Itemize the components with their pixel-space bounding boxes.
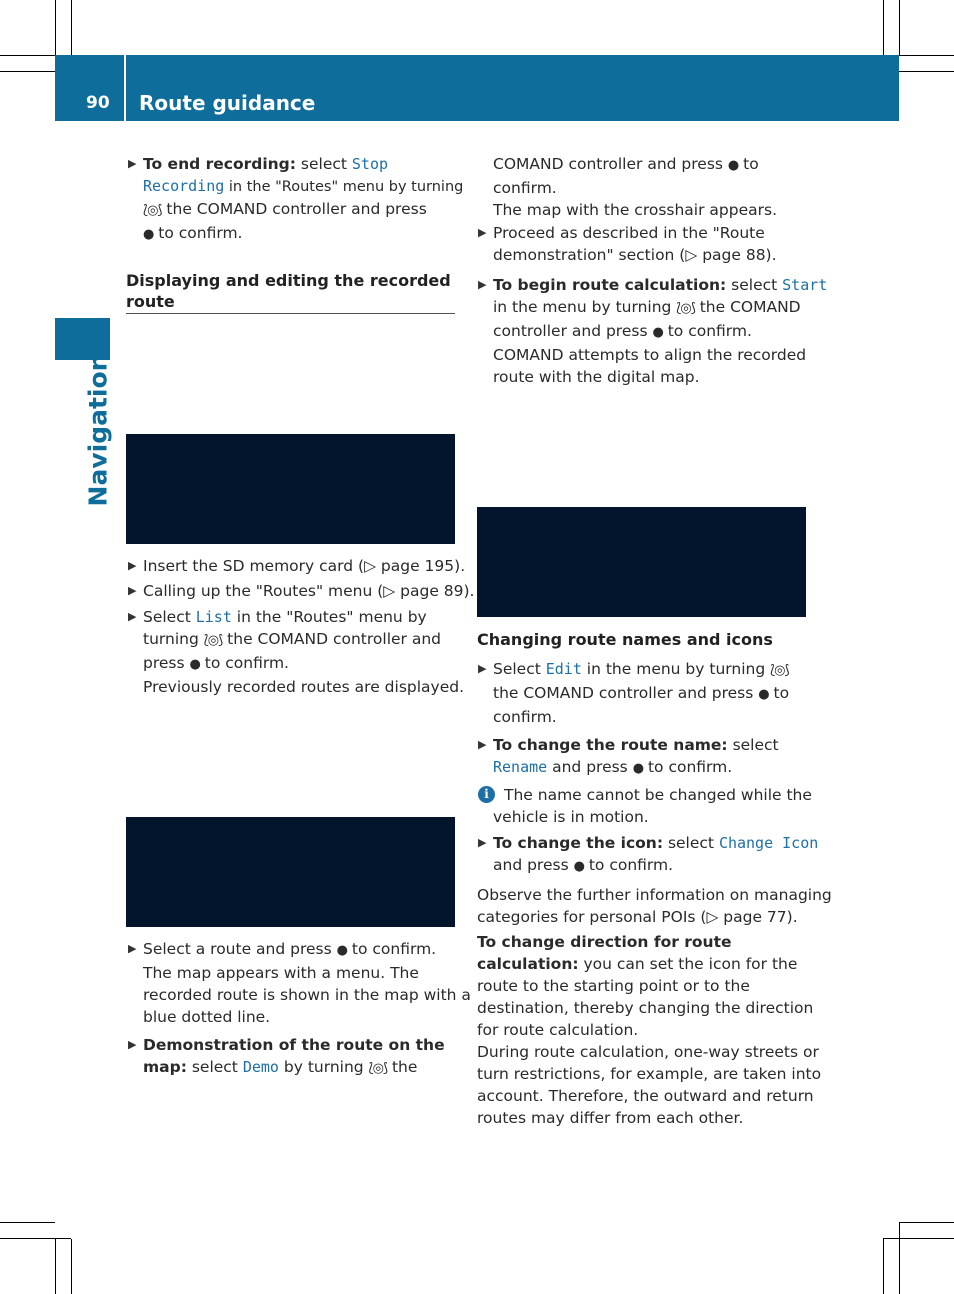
bullet-arrow-icon: ▶ (128, 559, 137, 572)
crop-mark (899, 1222, 954, 1223)
rename-step: To change the route name: select Rename and press ● to confirm. (493, 734, 779, 780)
poi-paragraph: Observe the further information on managing categories for personal POIs (▷ page 77). (477, 886, 832, 926)
screen-image (126, 434, 455, 544)
screen-image (477, 507, 806, 617)
change-icon-step: To change the icon: select Change Icon and press ● to confirm. (493, 832, 818, 878)
page-number: 90 (86, 93, 110, 113)
demo-step: Demonstration of the route on the map: select Demo by turning ⟅◎⟆ the (143, 1034, 445, 1080)
controller-press-icon: ● (336, 943, 347, 958)
crop-mark (0, 1222, 55, 1223)
crop-mark (71, 0, 72, 55)
crop-mark (883, 1239, 884, 1294)
controller-press-icon: ● (143, 227, 154, 242)
crop-mark (899, 55, 954, 56)
bullet-arrow-icon: ▶ (478, 278, 487, 291)
bullet-arrow-icon: ▶ (128, 942, 137, 955)
subheading-changing-names: Changing route names and icons (477, 630, 773, 649)
routes-menu-step: Calling up the "Routes" menu (▷ page 89). (143, 582, 475, 600)
controller-turn-icon: ⟅◎⟆ (143, 203, 162, 218)
select-list-step: Select List in the "Routes" menu by turning ⟅◎⟆ the COMAND controller and press ● to confirm. Previously recorded routes are displayed. (143, 608, 465, 696)
bullet-arrow-icon: ▶ (478, 738, 487, 751)
crop-mark (899, 1222, 900, 1294)
insert-sd-step: Insert the SD memory card (▷ page 195). (143, 557, 466, 575)
controller-press-icon: ● (632, 761, 644, 776)
bullet-arrow-icon: ▶ (128, 610, 137, 623)
direction-paragraph: To change direction for route calculation: you can set the icon for the route to the starting point or to the destination, thereby changing the direction for route calculation. (477, 933, 814, 1039)
demo-step-continued: COMAND controller and press ● to confirm. The map with the crosshair appears. (493, 155, 777, 219)
crop-mark (0, 71, 55, 72)
controller-press-icon: ● (727, 158, 739, 173)
crop-mark (899, 0, 900, 55)
controller-turn-icon: ⟅◎⟆ (203, 633, 223, 648)
controller-press-icon: ● (573, 859, 584, 874)
controller-press-icon: ● (189, 657, 200, 672)
screen-image (126, 817, 455, 927)
header-divider (124, 55, 126, 121)
crop-mark (0, 55, 55, 56)
controller-turn-icon: ⟅◎⟆ (770, 663, 789, 678)
controller-press-icon: ● (652, 325, 663, 340)
info-icon: i (478, 786, 495, 803)
section-title: Route guidance (139, 91, 316, 115)
bullet-arrow-icon: ▶ (478, 836, 487, 849)
bullet-arrow-icon: ▶ (128, 584, 137, 597)
select-route-step: Select a route and press ● to confirm. The map appears with a menu. The recorded route is shown in the map with a blue dotted line. (143, 940, 471, 1026)
crop-mark (883, 1238, 954, 1239)
crop-mark (71, 1239, 72, 1294)
select-edit-step: Select Edit in the menu by turning ⟅◎⟆ the COMAND controller and press ● to confirm. (493, 660, 790, 726)
calculation-paragraph: During route calculation, one-way streets or turn restrictions, for example, are taken into account. Therefore, the outward and return routes may differ from each other. (477, 1043, 822, 1127)
subheading-displaying-editing: Displaying and editing the recorded route (126, 271, 451, 311)
bullet-arrow-icon: ▶ (478, 662, 487, 675)
crop-mark (55, 1239, 56, 1294)
controller-turn-icon: ⟅◎⟆ (368, 1061, 388, 1076)
crop-mark (883, 0, 884, 55)
bullet-arrow-icon: ▶ (478, 226, 487, 239)
crop-mark (0, 1238, 71, 1239)
end-recording-step: To end recording: select Stop Recording in the "Routes" menu by turning ⟅◎⟆ the COMAND controller and press ● to confirm. (143, 153, 458, 246)
heading-rule (126, 313, 455, 314)
controller-turn-icon: ⟅◎⟆ (676, 301, 695, 316)
controller-press-icon: ● (758, 687, 769, 702)
crop-mark (55, 0, 56, 55)
bullet-arrow-icon: ▶ (128, 1038, 137, 1051)
info-note: The name cannot be changed while the vehicle is in motion. (493, 786, 812, 826)
side-tab-label: Navigation (83, 353, 113, 507)
begin-calculation-step: To begin route calculation: select Start in the menu by turning ⟅◎⟆ the COMAND controller and press ● to confirm. COMAND attempts to align the recorded route with the digital map. (493, 276, 828, 386)
proceed-step: Proceed as described in the "Route demonstration" section (▷ page 88). (493, 224, 777, 264)
crop-mark (899, 71, 954, 72)
bullet-arrow-icon: ▶ (128, 157, 137, 170)
